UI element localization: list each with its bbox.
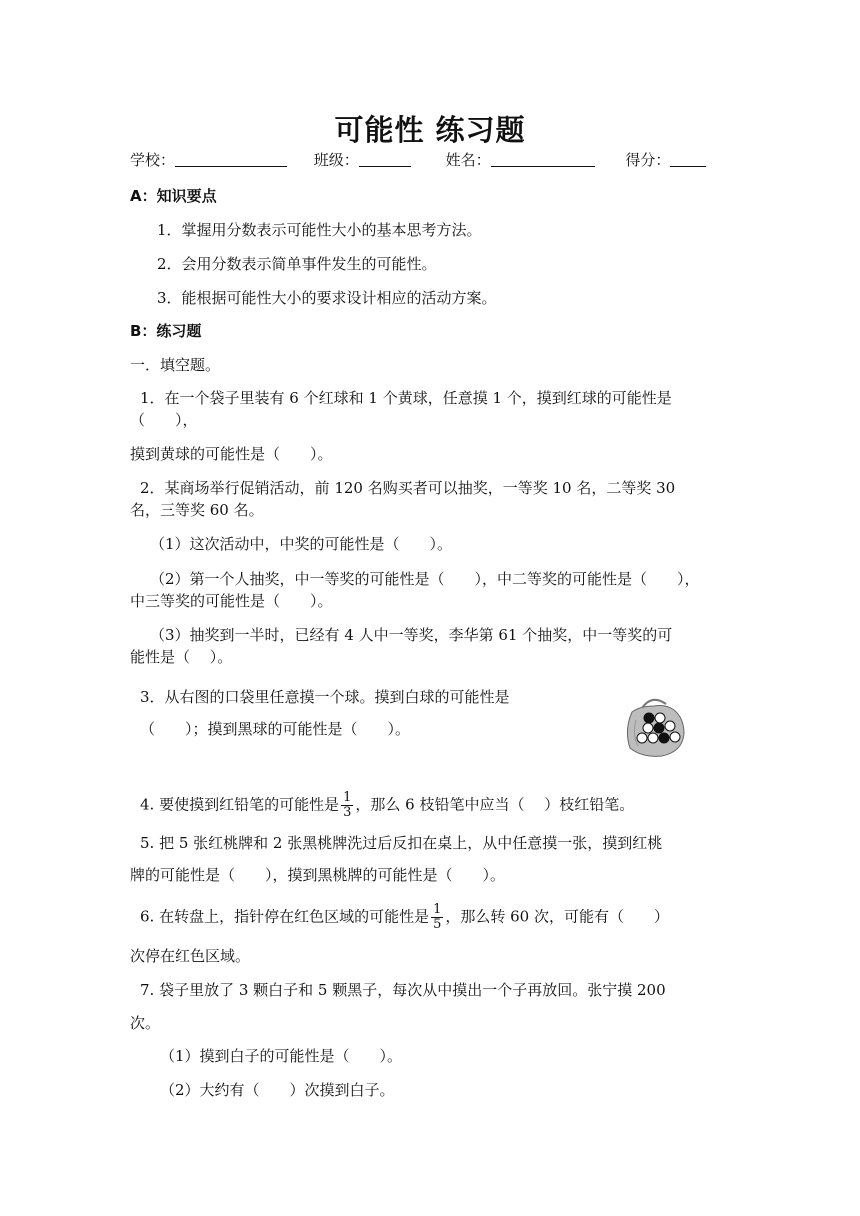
white-ball	[670, 732, 680, 742]
question-2-sub: 中三等奖的可能性是（ ）。	[130, 592, 333, 610]
question-4-line	[140, 791, 634, 820]
section-b-heading: B：练习题	[130, 322, 202, 340]
header-row	[130, 150, 706, 170]
white-ball	[637, 733, 647, 743]
school-label: 学校：	[130, 151, 176, 169]
question-4-text: ，那么 6 枝铅笔中应当（ ）枝红铅笔。	[355, 795, 635, 814]
white-ball	[655, 713, 665, 723]
white-ball	[648, 733, 658, 743]
fraction-denominator: 3	[343, 805, 352, 820]
question-2-sub: （1）这次活动中，中奖的可能性是（ ）。	[150, 535, 453, 553]
part-heading: 一．填空题。	[130, 356, 221, 374]
question-4-text: 4. 要使摸到红铅笔的可能性是	[140, 795, 340, 814]
black-ball	[644, 713, 654, 723]
knowledge-item: 1．掌握用分数表示可能性大小的基本思考方法。	[157, 221, 482, 239]
page-title: 可能性 练习题	[334, 113, 526, 147]
fraction-numerator: 1	[433, 902, 442, 917]
question-2-line: 名，三等奖 60 名。	[130, 501, 264, 519]
bag-illustration	[622, 690, 688, 760]
question-7-line: 7. 袋子里放了 3 颗白子和 5 颗黑子，每次从中摸出一个子再放回。张宁摸 200	[140, 981, 666, 999]
fraction	[431, 903, 443, 932]
question-6-line: 次停在红色区域。	[130, 947, 251, 965]
fraction-denominator: 5	[433, 917, 442, 932]
black-ball	[654, 723, 664, 733]
question-3-line: （ ）；摸到黑球的可能性是（ ）。	[140, 720, 411, 738]
fraction-numerator: 1	[343, 790, 352, 805]
question-2-sub: （3）抽奖到一半时，已经有 4 人中一等奖，李华第 61 个抽奖，中一等奖的可	[150, 626, 673, 644]
question-2-line: 2．某商场举行促销活动，前 120 名购买者可以抽奖，一等奖 10 名，二等奖 30	[140, 479, 676, 497]
question-1-line: 1．在一个袋子里装有 6 个红球和 1 个黄球，任意摸 1 个，摸到红球的可能性是	[140, 389, 672, 407]
question-2-sub: 能性是（ ）。	[130, 648, 233, 666]
name-blank	[491, 151, 595, 167]
class-label: 班级：	[313, 151, 359, 169]
question-7-line: 次。	[130, 1014, 161, 1032]
question-6-text: ，那么转 60 次，可能有（ ）	[445, 907, 669, 926]
white-ball	[665, 721, 675, 731]
fraction	[341, 791, 353, 820]
black-ball	[659, 733, 669, 743]
name-label: 姓名：	[445, 151, 491, 169]
school-blank	[175, 151, 287, 167]
question-3-line: 3．从右图的口袋里任意摸一个球。摸到白球的可能性是	[140, 688, 510, 706]
section-a-heading: A：知识要点	[130, 187, 217, 205]
score-blank	[670, 151, 706, 167]
knowledge-item: 3．能根据可能性大小的要求设计相应的活动方案。	[157, 289, 497, 307]
question-7-sub: （1）摸到白子的可能性是（ ）。	[160, 1047, 403, 1065]
question-5-line: 5. 把 5 张红桃牌和 2 张黑桃牌洗过后反扣在桌上，从中任意摸一张，摸到红桃	[140, 834, 663, 852]
question-7-sub: （2）大约有（ ）次摸到白子。	[160, 1081, 395, 1099]
question-2-sub: （2）第一个人抽奖，中一等奖的可能性是（ ），中二等奖的可能性是（ ），	[150, 570, 700, 588]
score-label: 得分：	[625, 151, 671, 169]
class-blank	[359, 151, 411, 167]
knowledge-item: 2．会用分数表示简单事件发生的可能性。	[157, 255, 437, 273]
question-6-line	[140, 903, 669, 932]
question-1-line: （ ），	[130, 411, 198, 429]
question-6-text: 6. 在转盘上，指针停在红色区域的可能性是	[140, 907, 430, 926]
question-5-line: 牌的可能性是（ ），摸到黑桃牌的可能性是（ ）。	[130, 866, 506, 884]
white-ball	[643, 723, 653, 733]
question-1-line: 摸到黄球的可能性是（ ）。	[130, 445, 333, 463]
